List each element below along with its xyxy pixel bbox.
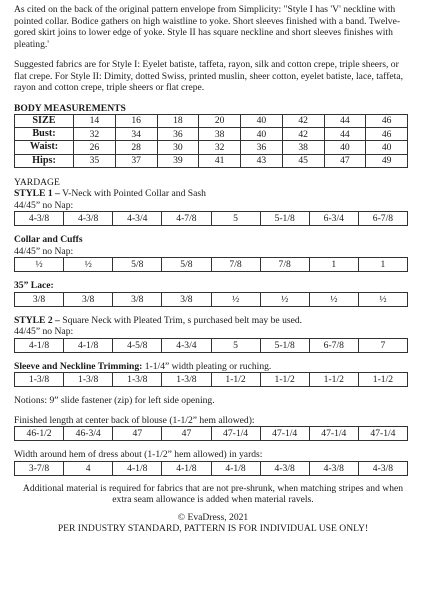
table-row <box>15 212 408 226</box>
table-cell: 1-1/2 <box>358 373 407 387</box>
table-cell: 3/8 <box>64 292 113 306</box>
width-hem-section <box>14 449 412 476</box>
table-cell: 4-1/8 <box>64 338 113 352</box>
table-cell: ½ <box>211 292 260 306</box>
table-row <box>15 427 408 441</box>
table-cell: 4-3/8 <box>358 461 407 475</box>
table-cell: 26 <box>74 141 116 154</box>
table-cell: 47-1/4 <box>211 427 260 441</box>
table-cell: 46 <box>366 115 408 128</box>
table-cell: 46-1/2 <box>15 427 64 441</box>
table-cell: 40 <box>241 115 283 128</box>
width-hem-title: Width around hem of dress about (1-1/2” hem allowed) in yards: <box>14 449 263 461</box>
finished-length-table <box>14 426 408 441</box>
width-hem-table <box>14 461 408 476</box>
table-cell: 1-3/8 <box>113 373 162 387</box>
table-cell: 5 <box>211 212 260 226</box>
table-cell: 28 <box>115 141 157 154</box>
table-cell: 30 <box>157 141 199 154</box>
table-cell: 44 <box>324 115 366 128</box>
table-cell: 40 <box>366 141 408 154</box>
table-cell: 5-1/8 <box>260 338 309 352</box>
table-cell: 7/8 <box>211 258 260 272</box>
table-cell: 1 <box>309 258 358 272</box>
table-cell: 18 <box>157 115 199 128</box>
table-cell: 42 <box>282 115 324 128</box>
collar-table <box>14 257 408 272</box>
table-cell: 42 <box>282 128 324 141</box>
style2-nap: 44/45” no Nap: <box>14 326 74 338</box>
table-cell: 4-3/4 <box>113 212 162 226</box>
style1-table <box>14 211 408 226</box>
style2-table <box>14 338 408 353</box>
table-cell: 5 <box>211 338 260 352</box>
table-cell: 1-3/8 <box>64 373 113 387</box>
table-cell: 36 <box>241 141 283 154</box>
table-cell: 4 <box>64 461 113 475</box>
table-cell: 5/8 <box>162 258 211 272</box>
table-cell: 46 <box>366 128 408 141</box>
collar-title: Collar and Cuffs <box>14 234 83 246</box>
table-cell: 3/8 <box>162 292 211 306</box>
style2-section <box>14 315 412 353</box>
finished-length-section <box>14 415 412 442</box>
footer-note: Additional material is required for fabrics that are not pre-shrunk, when matching stripes and when extra seam allowance is added when material ravels. <box>22 482 404 506</box>
style1-section <box>14 188 412 226</box>
table-cell: 47-1/4 <box>260 427 309 441</box>
table-cell: 7 <box>358 338 407 352</box>
table-cell: 47-1/4 <box>358 427 407 441</box>
table-cell: 35 <box>74 154 116 167</box>
style2-subtitle: Square Neck with Pleated Trim, s purchased belt may be used. <box>59 314 303 326</box>
table-cell: 46-3/4 <box>64 427 113 441</box>
table-cell: 38 <box>199 128 241 141</box>
copyright: © EvaDress, 2021 <box>177 511 249 523</box>
table-cell: 4-3/8 <box>64 212 113 226</box>
sleeve-subtitle: 1-1/4” width pleating or ruching. <box>142 360 272 372</box>
table-cell: 40 <box>241 128 283 141</box>
body-measurements-table <box>14 114 408 168</box>
table-cell: 4-3/8 <box>15 212 64 226</box>
lace-section <box>14 280 412 307</box>
table-cell: ½ <box>15 258 64 272</box>
table-cell: 14 <box>74 115 116 128</box>
table-cell: 47 <box>324 154 366 167</box>
body-measurements-heading: BODY MEASUREMENTS <box>14 102 126 114</box>
table-cell: 39 <box>157 154 199 167</box>
table-cell: 47 <box>113 427 162 441</box>
table-cell: ½ <box>358 292 407 306</box>
table-cell: 1-1/2 <box>260 373 309 387</box>
lace-table <box>14 292 408 307</box>
sleeve-section <box>14 361 412 388</box>
table-cell: 6-3/4 <box>309 212 358 226</box>
table-cell: 4-1/8 <box>15 338 64 352</box>
table-cell: 32 <box>199 141 241 154</box>
intro-paragraph: As cited on the back of the original pattern envelope from Simplicity: "Style I has 'V' neckline with pointed collar. Bodice gathers on high waistline to yoke. Short sleeves finished with a band. Twelve-gored skirt joins to lower edge of yoke. Style II has square neckline and short sleeves finishes with pleating.' <box>14 4 401 50</box>
table-cell: 49 <box>366 154 408 167</box>
table-cell: 6-7/8 <box>309 338 358 352</box>
table-cell: 6-7/8 <box>358 212 407 226</box>
table-cell: 45 <box>282 154 324 167</box>
table-cell: 34 <box>115 128 157 141</box>
table-cell: 16 <box>115 115 157 128</box>
table-cell: 20 <box>199 115 241 128</box>
table-cell: 1-3/8 <box>15 373 64 387</box>
collar-section <box>14 234 412 272</box>
table-cell: 1-3/8 <box>162 373 211 387</box>
table-row <box>15 373 408 387</box>
table-row <box>15 128 408 141</box>
table-cell: 38 <box>282 141 324 154</box>
row-label: Hips: <box>15 154 74 167</box>
table-cell: 4-1/8 <box>113 461 162 475</box>
notions-text: Notions: 9” slide fastener (zip) for left side opening. <box>14 395 215 407</box>
table-row <box>15 115 408 128</box>
table-cell: 37 <box>115 154 157 167</box>
fabrics-paragraph: Suggested fabrics are for Style I: Eyelet batiste, taffeta, rayon, silk and cotton crepe, triple sheers, or flat crepe. For Style II: Dimity, dotted Swiss, printed muslin, sheer cotton, eyelet batiste, lace, taffeta, rayon and cotton crepe, triple sheers or flat crepe. <box>14 59 403 93</box>
table-cell: 4-1/8 <box>162 461 211 475</box>
table-cell: ½ <box>260 292 309 306</box>
sleeve-table <box>14 372 408 387</box>
table-cell: 1-1/2 <box>211 373 260 387</box>
table-cell: 5/8 <box>113 258 162 272</box>
table-cell: 3/8 <box>113 292 162 306</box>
table-cell: 4-3/8 <box>309 461 358 475</box>
table-cell: 1 <box>358 258 407 272</box>
table-cell: 41 <box>199 154 241 167</box>
table-row <box>15 141 408 154</box>
finished-length-title: Finished length at center back of blouse (1-1/2” hem allowed): <box>14 414 255 426</box>
table-cell: ½ <box>309 292 358 306</box>
row-label: SIZE <box>15 115 74 128</box>
row-label: Bust: <box>15 128 74 141</box>
table-cell: 43 <box>241 154 283 167</box>
table-row <box>15 258 408 272</box>
table-cell: 4-3/8 <box>260 461 309 475</box>
table-cell: 4-3/4 <box>162 338 211 352</box>
table-cell: 1-1/2 <box>309 373 358 387</box>
table-cell: 4-7/8 <box>162 212 211 226</box>
table-cell: 47-1/4 <box>309 427 358 441</box>
table-cell: 4-1/8 <box>211 461 260 475</box>
style1-title: STYLE 1 – <box>14 188 60 200</box>
table-cell: 47 <box>162 427 211 441</box>
table-cell: 7/8 <box>260 258 309 272</box>
sleeve-title: Sleeve and Neckline Trimming: <box>14 360 143 372</box>
table-cell: ½ <box>64 258 113 272</box>
style1-subtitle: V-Neck with Pointed Collar and Sash <box>59 188 206 200</box>
yardage-heading: YARDAGE <box>14 176 60 188</box>
table-cell: 40 <box>324 141 366 154</box>
table-cell: 3/8 <box>15 292 64 306</box>
style1-nap: 44/45” no Nap: <box>14 199 74 211</box>
table-row <box>15 338 408 352</box>
lace-title: 35” Lace: <box>14 280 54 292</box>
collar-nap: 44/45” no Nap: <box>14 245 74 257</box>
legal-notice: PER INDUSTRY STANDARD, PATTERN IS FOR INDIVIDUAL USE ONLY! <box>57 523 369 535</box>
table-cell: 4-5/8 <box>113 338 162 352</box>
table-row <box>15 292 408 306</box>
table-row <box>15 461 408 475</box>
row-label: Waist: <box>15 141 74 154</box>
table-cell: 3-7/8 <box>15 461 64 475</box>
style2-title: STYLE 2 – <box>14 314 60 326</box>
table-cell: 5-1/8 <box>260 212 309 226</box>
table-row <box>15 154 408 167</box>
table-cell: 36 <box>157 128 199 141</box>
table-cell: 32 <box>74 128 116 141</box>
table-cell: 44 <box>324 128 366 141</box>
